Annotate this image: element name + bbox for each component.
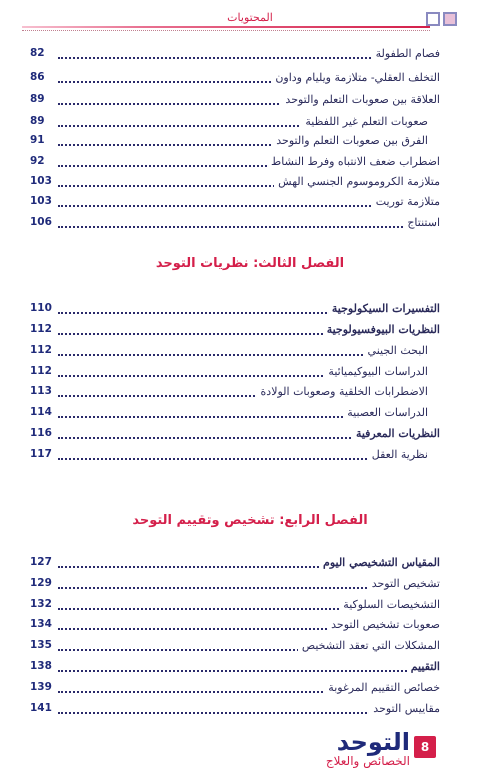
toc-entry-title: صعوبات تشخيص التوحد [327,618,440,631]
page-number-badge: 8 [414,736,436,758]
toc-entry-title: نظرية العقل [368,448,428,461]
toc-entry-title: فصام الطفولة [372,47,440,60]
toc-entry[interactable] [30,618,440,636]
toc-page-number: 86 [30,71,45,83]
toc-entry-title: النظريات المعرفية [352,427,440,440]
toc-page-number: 135 [30,639,52,651]
toc-entry-title: تشخيص التوحد [368,577,440,590]
toc-leader-dots [58,670,418,672]
toc-page-number: 110 [30,302,52,314]
toc-page-number: 103 [30,195,52,207]
toc-entry[interactable] [30,93,440,111]
toc-leader-dots [58,458,418,460]
toc-page-number: 91 [30,134,45,146]
toc-entry[interactable] [30,216,440,234]
toc-entry-title: العلاقة بين صعوبات التعلم والتوحد [281,93,440,106]
toc-entry[interactable] [30,681,440,699]
toc-page-number: 117 [30,448,52,460]
toc-page-number: 106 [30,216,52,228]
toc-entry-title: مقاييس التوحد [369,702,440,715]
toc-leader-dots [58,205,418,207]
toc-page-number: 89 [30,93,45,105]
toc-entry[interactable] [30,155,440,173]
toc-entry[interactable] [30,195,440,213]
toc-entry[interactable] [30,556,440,574]
toc-entry-title: البحث الجيني [364,344,428,357]
toc-entry[interactable] [30,660,440,678]
toc-entry-title: متلازمة توريت [372,195,440,208]
toc-entry-title: الدراسات البيوكيميائية [324,365,428,378]
page-header [0,0,500,40]
toc-page-number: 92 [30,155,45,167]
toc-entry-title: خصائص التقييم المرغوبة [324,681,440,694]
toc-page-number: 112 [30,323,52,335]
chapter-heading: الفصل الثالث: نظريات التوحد [155,256,345,271]
toc-page-number: 113 [30,385,52,397]
toc-entry-title: الفرق بين صعوبات التعلم والتوحد [272,134,428,147]
toc-page-number: 129 [30,577,52,589]
page-footer [0,730,500,780]
toc-entry-title: المشكلات التي تعقد التشخيص [298,639,440,652]
toc-entry[interactable] [30,302,440,320]
toc-page-number: 138 [30,660,52,672]
toc-leader-dots [58,57,418,59]
header-rule [22,26,430,28]
toc-entry[interactable] [30,115,440,133]
toc-entry-title: التشخيصات السلوكية [339,598,440,611]
toc-page-number: 82 [30,47,45,59]
toc-entry[interactable] [30,639,440,657]
toc-page-number: 112 [30,344,52,356]
toc-page-number: 141 [30,702,52,714]
toc-page-number: 103 [30,175,52,187]
book-subtitle: الخصائص والعلاج [325,754,410,768]
toc-entry[interactable] [30,598,440,616]
toc-entry[interactable] [30,134,440,152]
toc-entry-title: النظريات البيوفسيولوجية [323,323,440,336]
toc-leader-dots [58,226,418,228]
toc-entry[interactable] [30,365,440,383]
toc-leader-dots [58,712,418,714]
toc-entry-title: التقييم [407,660,440,673]
chapter-heading: الفصل الرابع: تشخيص وتقييم التوحد [132,513,368,528]
toc-entry-title: المقياس التشخيصي اليوم [319,556,440,569]
toc-entry[interactable] [30,406,440,424]
toc-entry[interactable] [30,385,440,403]
toc-entry[interactable] [30,175,440,193]
toc-entry[interactable] [30,323,440,341]
toc-leader-dots [58,587,418,589]
toc-page-number: 112 [30,365,52,377]
toc-entry[interactable] [30,344,440,362]
toc-entry[interactable] [30,71,440,89]
toc-entry[interactable] [30,577,440,595]
page-title: المحتويات [227,11,273,24]
toc-entry[interactable] [30,448,440,466]
toc-entry-title: التخلف العقلي- متلازمة ويليام وداون [271,71,440,84]
toc-page-number: 116 [30,427,52,439]
toc-page-number: 132 [30,598,52,610]
toc-entry[interactable] [30,702,440,720]
book-title: التوحد [336,728,410,756]
toc-entry-title: استنتاج [403,216,440,229]
toc-page-number: 139 [30,681,52,693]
toc-page-number: 134 [30,618,52,630]
toc-entry-title: التفسيرات السيكولوجية [328,302,440,315]
toc-entry-title: متلازمة الكروموسوم الجنسي الهش [274,175,440,188]
toc-entry-title: الاضطرابات الخلقية وصعوبات الولادة [257,385,428,398]
toc-entry[interactable] [30,47,440,65]
toc-page-number: 89 [30,115,45,127]
toc-entry-title: الدراسات العصبية [343,406,428,419]
toc-entry-title: اضطراب ضعف الانتباه وفرط النشاط [267,155,440,168]
toc-page-number: 114 [30,406,52,418]
header-dotted-rule [22,30,430,31]
toc-entry-title: صعوبات التعلم غير اللفظية [301,115,428,128]
toc-page-number: 127 [30,556,52,568]
toc-entry[interactable] [30,427,440,445]
